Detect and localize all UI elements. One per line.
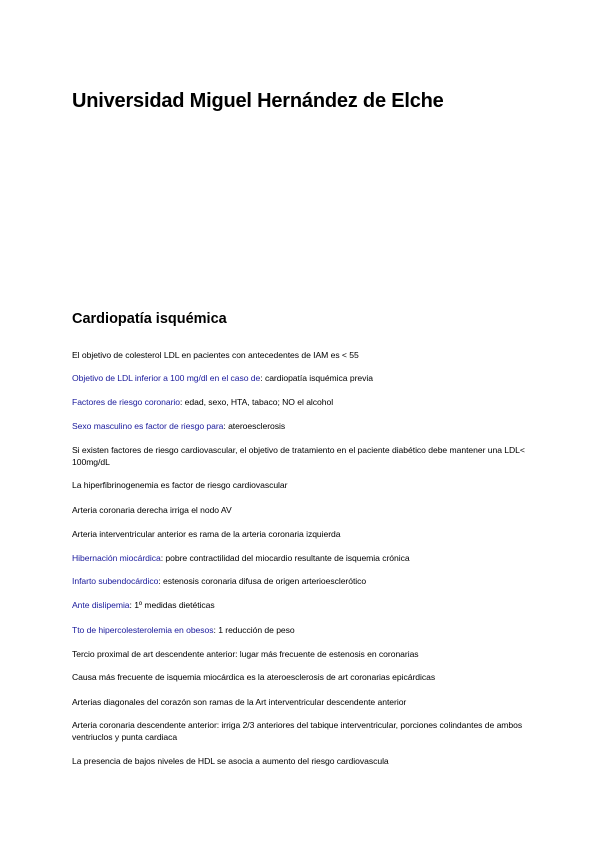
note-item: Causa más frecuente de isquemia miocárdica es la ateroesclerosis de art coronarias epicárdicas [72, 672, 436, 682]
note-item: El objetivo de colesterol LDL en pacientes con antecedentes de IAM es < 55 [72, 350, 359, 360]
note-item: Arteria interventricular anterior es rama de la arteria coronaria izquierda [72, 529, 341, 539]
note-item: Factores de riesgo coronario: edad, sexo, HTA, tabaco; NO el alcohol [72, 397, 334, 407]
note-item: Objetivo de LDL inferior a 100 mg/dl en el caso de: cardiopatía isquémica previa [72, 373, 373, 383]
note-item: Arterias diagonales del corazón son ramas de la Art interventricular descendente anterior [72, 697, 407, 707]
note-item: Infarto subendocárdico: estenosis coronaria difusa de origen arterioesclerótico [72, 576, 367, 586]
note-item: Sexo masculino es factor de riesgo para: ateroesclerosis [72, 421, 286, 431]
note-item: Arteria coronaria derecha irriga el nodo AV [72, 505, 232, 515]
note-item: Ante dislipemia: 1º medidas dietéticas [72, 600, 215, 610]
note-item: Tercio proximal de art descendente anterior: lugar más frecuente de estenosis en coronarias [72, 649, 419, 659]
note-item: Arteria coronaria descendente anterior: irriga 2/3 anteriores del tabique interventricular, porciones colindantes de ambos ventriuclos y punta cardiaca [72, 720, 523, 742]
note-item: La hiperfibrinogenemia es factor de riesgo cardiovascular [72, 480, 288, 490]
section-title: Cardiopatía isquémica [72, 311, 227, 327]
note-item: La presencia de bajos niveles de HDL se asocia a aumento del riesgo cardiovascula [72, 756, 389, 766]
note-item: Si existen factores de riesgo cardiovascular, el objetivo de tratamiento en el paciente diabético debe mantener una LDL< 100mg/dL [72, 445, 525, 467]
university-title: Universidad Miguel Hernández de Elche [72, 90, 444, 112]
note-item: Hibernación miocárdica: pobre contractilidad del miocardio resultante de isquemia crónica [72, 553, 410, 563]
note-item: Tto de hipercolesterolemia en obesos: 1 reducción de peso [72, 625, 295, 635]
